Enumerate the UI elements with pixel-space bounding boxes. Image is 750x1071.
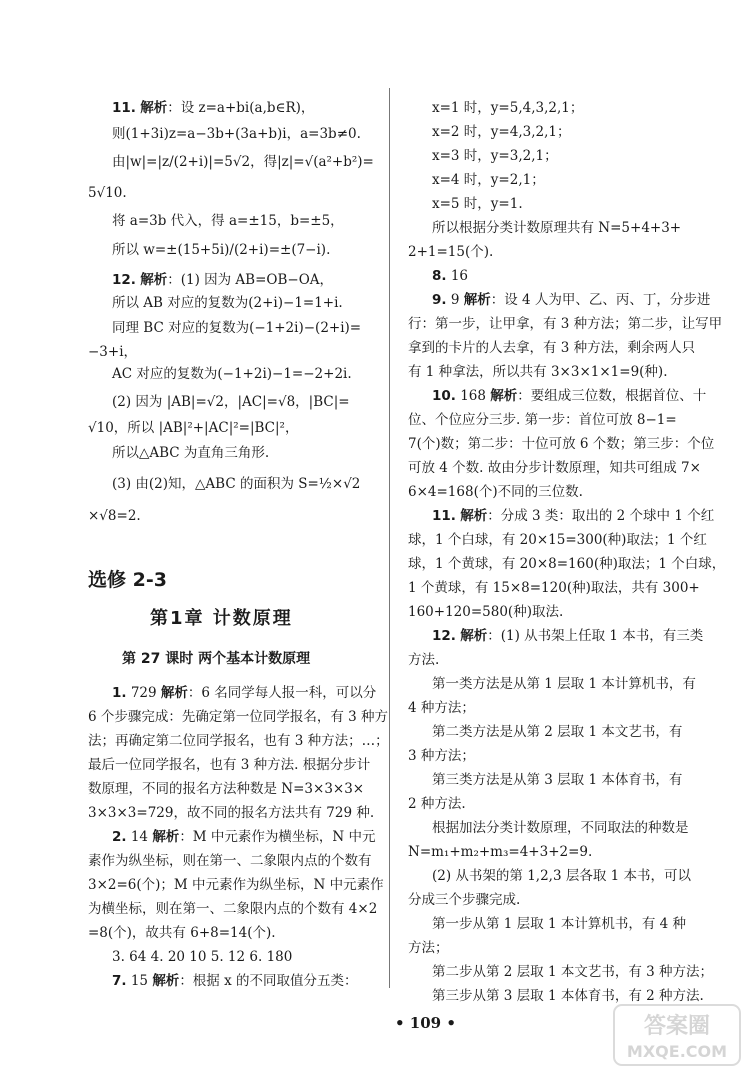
text-line: √10，所以 |AB|²+|AC|²=|BC|²，	[88, 420, 299, 436]
text-line: 为横坐标，则在第一、二象限内点的个数有 4×2	[88, 901, 378, 917]
text-line: 行：第一步，让甲拿，有 3 种方法；第二步，让写甲	[408, 316, 723, 332]
text-line: x=4 时，y=2,1；	[432, 172, 545, 188]
answer-2: 2. 14 解析：M 中元素作为横坐标，N 中元	[112, 829, 376, 845]
answer-11: 11. 解析：设 z=a+bi(a,b∈R)，	[112, 100, 315, 116]
text-line: 第三步从第 3 层取 1 本体育书，有 2 种方法.	[432, 988, 704, 1004]
text-line: (2) 从书架的第 1,2,3 层各取 1 本书，可以	[432, 868, 692, 884]
text-line: 第一步从第 1 层取 1 本计算机书，有 4 种	[432, 916, 687, 932]
text-line: 160+120=580(种)取法.	[408, 604, 564, 620]
text-line: 由|w|=|z/(2+i)|=5√2，得|z|=√(a²+b²)=	[112, 154, 374, 170]
text-line: 6 个步骤完成：先确定第一位同学报名，有 3 种方	[88, 709, 389, 725]
section-title: 选修 2-3	[88, 569, 167, 591]
text-line: 2+1=15(个).	[408, 244, 494, 260]
text-line: (3) 由(2)知，△ABC 的面积为 S=½×√2	[112, 476, 361, 492]
lesson-title: 第 27 课时 两个基本计数原理	[122, 651, 311, 667]
text-line: 3 种方法；	[408, 748, 475, 764]
text-line: 1 个黄球，有 15×8=120(种)取法，共有 300+	[408, 580, 700, 596]
text-line: 同理 BC 对应的复数为(−1+2i)−(2+i)=	[112, 320, 362, 336]
text-line: 4 种方法；	[408, 700, 475, 716]
column-divider	[389, 88, 390, 988]
answer-12: 12. 解析：(1) 因为 AB=OB−OA，	[112, 272, 334, 288]
text-line: 素作为纵坐标，则在第一、二象限内点的个数有	[88, 853, 372, 869]
text-line: 7(个)数；第二步：十位可放 6 个数；第三步：个位	[408, 436, 715, 452]
answer-11: 11. 解析：分成 3 类：取出的 2 个球中 1 个红	[432, 508, 715, 524]
text-line: N=m₁+m₂+m₃=4+3+2=9.	[408, 844, 593, 860]
page-number: • 109 •	[395, 1014, 456, 1032]
text-line: 3×2=6(个)；M 中元素作为纵坐标，N 中元素作	[88, 877, 384, 893]
text-line: x=1 时，y=5,4,3,2,1；	[432, 100, 584, 116]
watermark-text-2: MXQE.COM	[626, 1042, 728, 1061]
text-line: 法；再确定第二位同学报名，也有 3 种方法；…；	[88, 733, 389, 749]
answer-12: 12. 解析：(1) 从书架上任取 1 本书，有三类	[432, 628, 704, 644]
text-line: 数原理，不同的报名方法种数是 N=3×3×3×	[88, 781, 365, 797]
text-line: AC 对应的复数为(−1+2i)−1=−2+2i.	[112, 366, 352, 382]
text-line: 根据加法分类计数原理，不同取法的种数是	[432, 820, 689, 836]
text-line: 方法；	[408, 940, 449, 956]
watermark-logo	[612, 1003, 742, 1067]
text-line: (2) 因为 |AB|=√2，|AC|=√8，|BC|=	[112, 394, 350, 410]
text-line: 所以△ABC 为直角三角形.	[112, 445, 270, 461]
text-line: 分成三个步骤完成.	[408, 892, 521, 908]
text-line: ×√8=2.	[88, 508, 141, 524]
text-line: 所以 AB 对应的复数为(2+i)−1=1+i.	[112, 295, 343, 311]
text-line: 可放 4 个数. 故由分步计数原理，知共可组成 7×	[408, 460, 701, 476]
text-line: 3×3×3=729，故不同的报名方法共有 729 种.	[88, 805, 375, 821]
text-line: 球，1 个白球，有 20×15=300(种)取法；1 个红	[408, 532, 707, 548]
chapter-title: 第1章 计数原理	[150, 608, 293, 629]
text-line: 6×4=168(个)不同的三位数.	[408, 484, 583, 500]
text-line: 最后一位同学报名，也有 3 种方法. 根据分步计	[88, 757, 371, 773]
short-answers: 3. 64 4. 20 10 5. 12 6. 180	[112, 949, 293, 965]
answer-10: 10. 168 解析：要组成三位数，根据首位、十	[432, 388, 707, 404]
text-line: 5√10.	[88, 185, 127, 201]
text-line: 第二步从第 2 层取 1 本文艺书，有 3 种方法；	[432, 964, 714, 980]
watermark-text-1: 答案圈	[643, 1014, 711, 1039]
text-line: 有 1 种拿法，所以共有 3×3×1×1=9(种).	[408, 364, 668, 380]
text-line: −3+i，	[88, 344, 138, 360]
answer-9: 9. 9 解析：设 4 人为甲、乙、丙、丁，分步进	[432, 292, 711, 308]
answer-1: 1. 729 解析：6 名同学每人报一科，可以分	[112, 685, 377, 701]
text-line: =8(个)，故共有 6+8=14(个).	[88, 925, 276, 941]
text-line: 第一类方法是从第 1 层取 1 本计算机书，有	[432, 676, 696, 692]
text-line: 球，1 个黄球，有 20×8=160(种)取法；1 个白球，	[408, 556, 726, 572]
text-line: 2 种方法.	[408, 796, 466, 812]
text-line: x=2 时，y=4,3,2,1；	[432, 124, 571, 140]
text-line: 所以 w=±(15+5i)/(2+i)=±(7−i).	[112, 242, 331, 258]
text-line: x=3 时，y=3,2,1；	[432, 148, 558, 164]
text-line: 将 a=3b 代入，得 a=±15，b=±5，	[112, 213, 344, 229]
text-line: 拿到的卡片的人去拿，有 3 种方法，剩余两人只	[408, 340, 696, 356]
text-line: 位、个位应分三步. 第一步：首位可放 8−1=	[408, 412, 677, 428]
text-line: 则(1+3i)z=a−3b+(3a+b)i，a=3b≠0.	[112, 126, 361, 142]
answer-8: 8. 16	[432, 268, 469, 284]
watermark-icon	[612, 1003, 742, 1067]
text-line: 方法.	[408, 652, 440, 668]
text-line: 第三类方法是从第 3 层取 1 本体育书，有	[432, 772, 683, 788]
text-line: x=5 时，y=1.	[432, 196, 523, 212]
text-line: 第二类方法是从第 2 层取 1 本文艺书，有	[432, 724, 683, 740]
text-line: 所以根据分类计数原理共有 N=5+4+3+	[432, 220, 682, 236]
answer-7: 7. 15 解析：根据 x 的不同取值分五类：	[112, 973, 358, 989]
